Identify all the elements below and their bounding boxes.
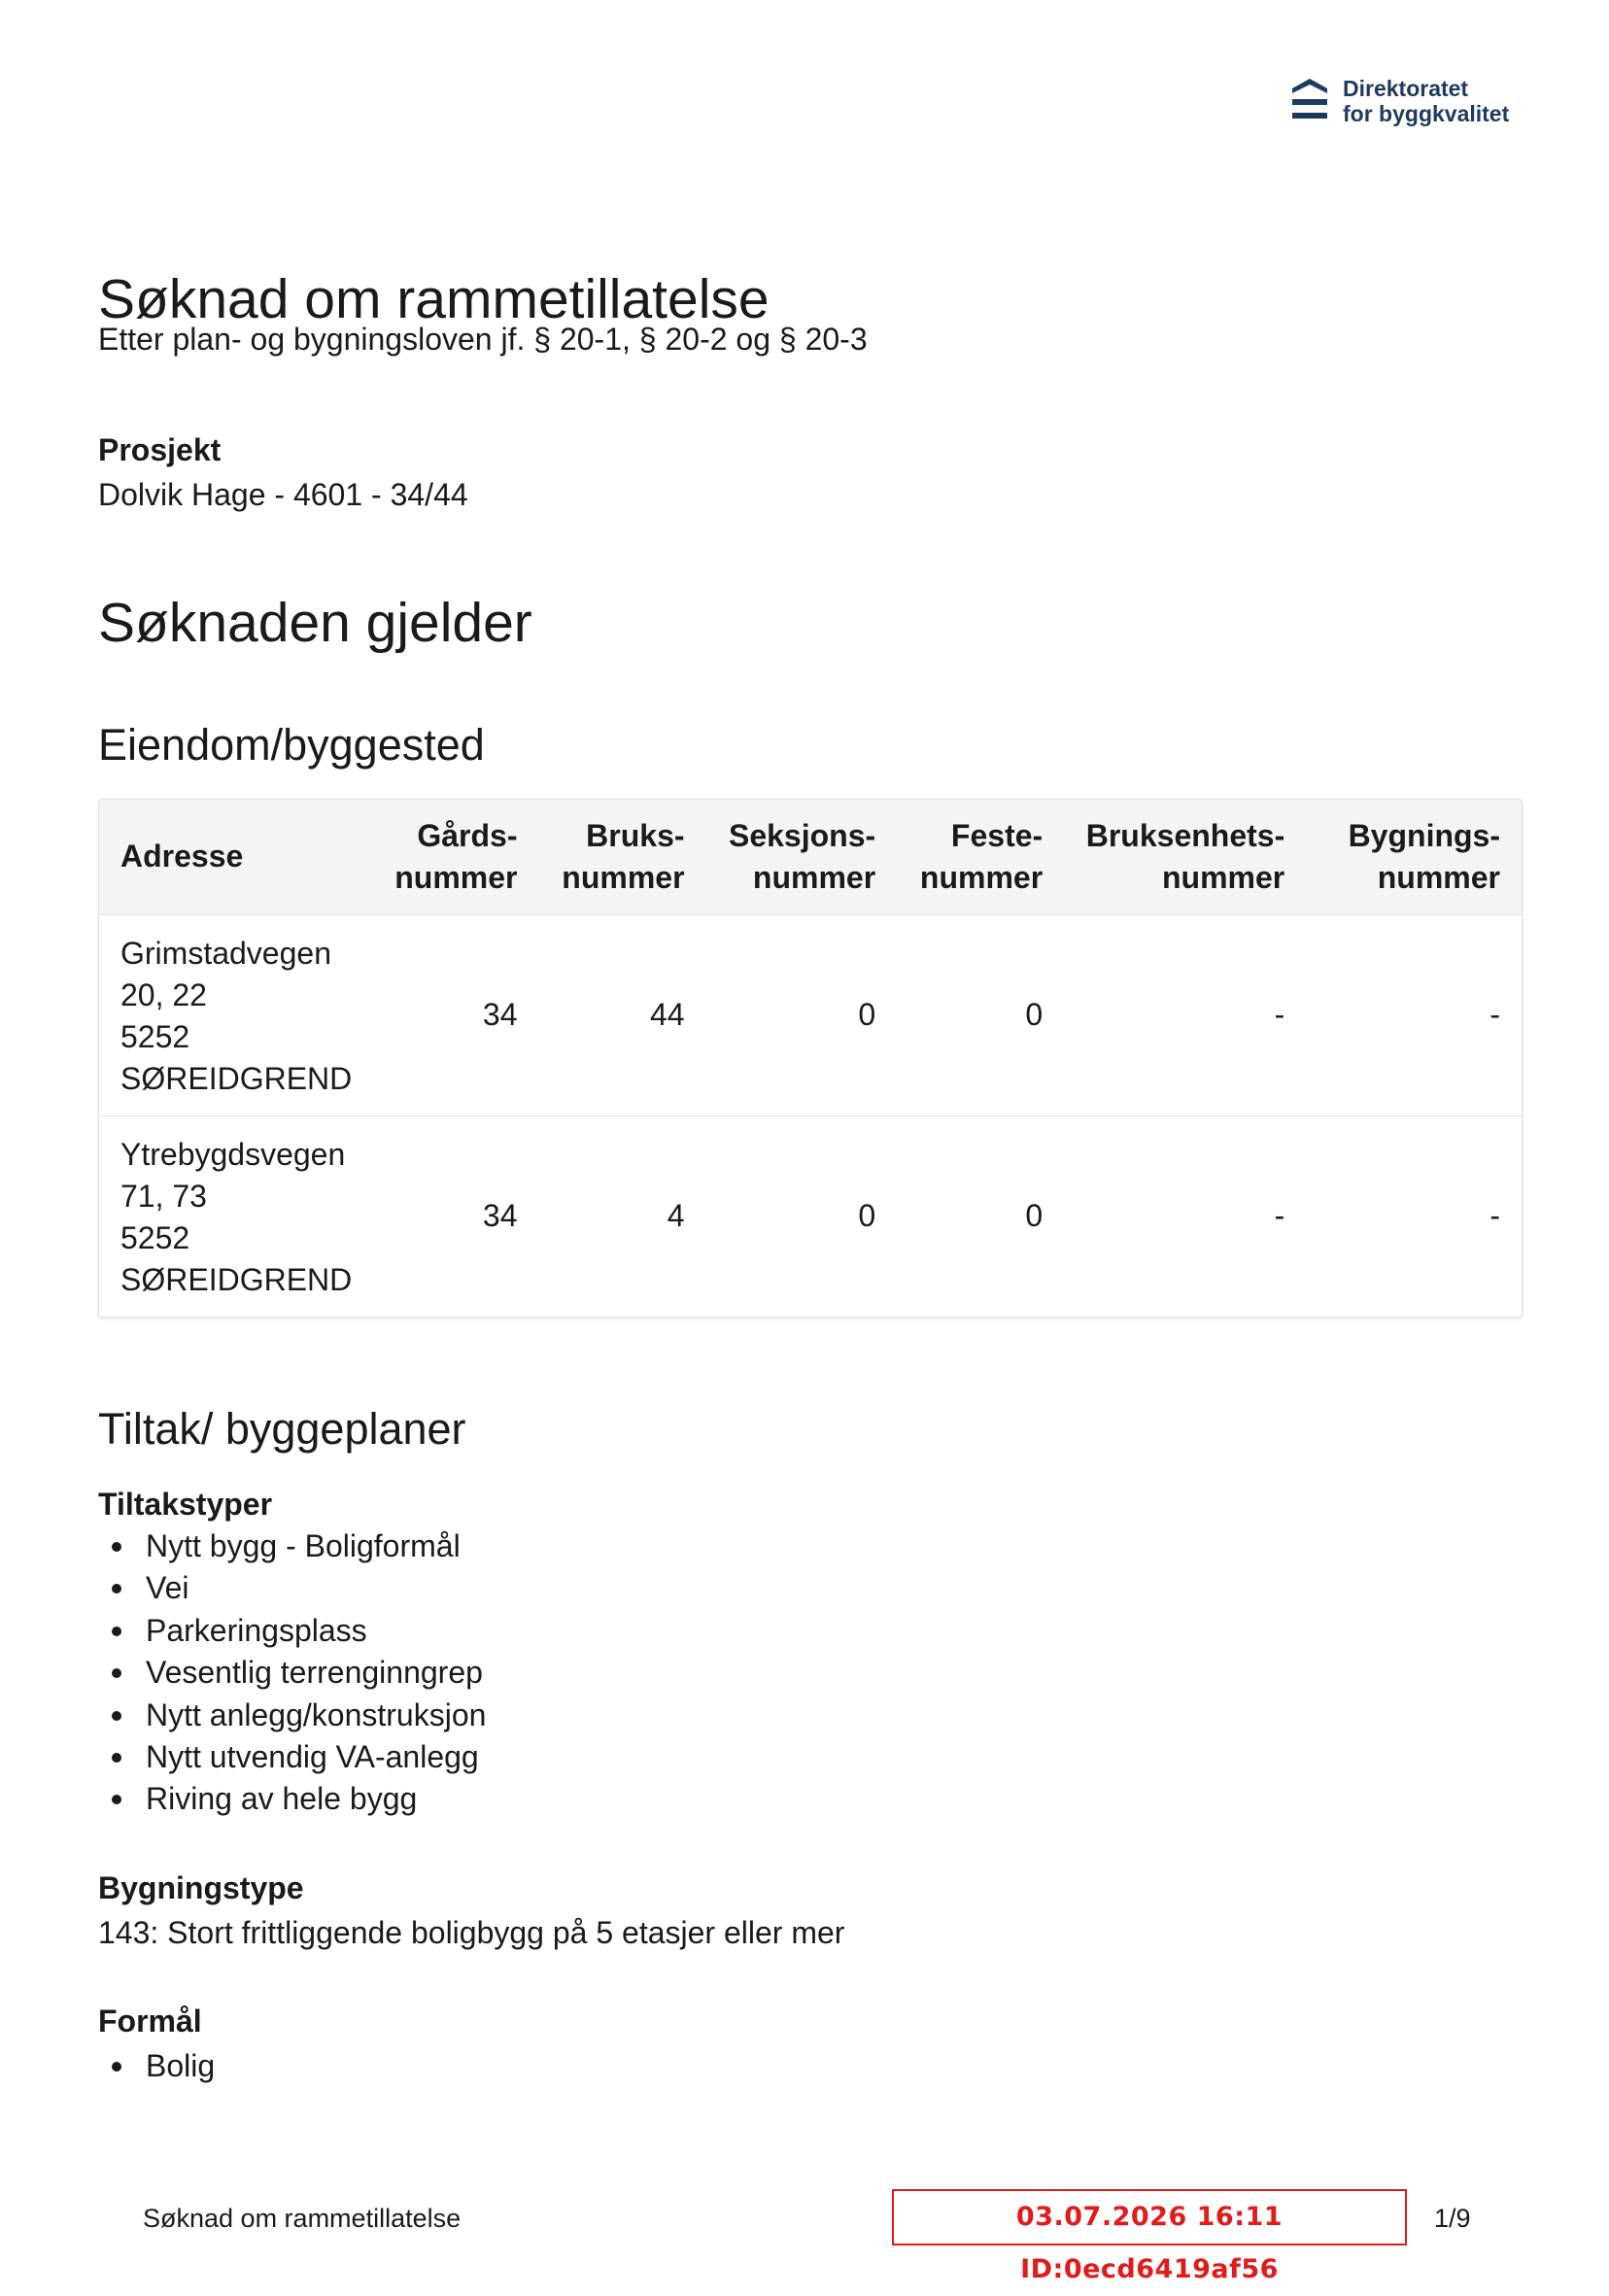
logo-line-2: for byggkvalitet <box>1343 101 1510 126</box>
formal-label: Formål <box>98 2004 202 2039</box>
table-row <box>99 914 1522 1115</box>
bygningstype-label: Bygningstype <box>98 1870 304 1905</box>
formal-list <box>98 2045 215 2087</box>
column-header-bruksnummer: Bruks- nummer <box>562 817 685 895</box>
footer-document-title: Søknad om rammetillatelse <box>143 2204 462 2233</box>
cell-bruksnummer: 44 <box>539 914 706 1115</box>
table-header-row <box>99 800 1522 914</box>
page-title: Søknad om rammetillatelse <box>98 268 770 330</box>
list-item: Vei <box>98 1567 486 1609</box>
cell-bygningsnummer: - <box>1306 1115 1522 1317</box>
project-label: Prosjekt <box>98 432 222 467</box>
list-item: Parkeringsplass <box>98 1610 486 1652</box>
table-row <box>99 1115 1522 1317</box>
timestamp-id-stamp: 03.07.2026 16:11 ID:0ecd6419af56 <box>892 2189 1407 2245</box>
cell-bruksenhetsnummer: - <box>1064 914 1306 1115</box>
logo-text <box>1343 76 1509 126</box>
list-item: Nytt anlegg/konstruksjon <box>98 1695 486 1736</box>
cell-address: Grimstadvegen 20, 22 5252 SØREIDGREND <box>99 914 373 1115</box>
cell-address: Ytrebygdsvegen 71, 73 5252 SØREIDGREND <box>99 1115 373 1317</box>
property-table <box>98 799 1523 1318</box>
list-item: Riving av hele bygg <box>98 1778 486 1820</box>
property-heading: Eiendom/byggested <box>98 720 485 770</box>
column-header-festenummer: Feste- nummer <box>919 817 1044 895</box>
page-subtitle: Etter plan- og bygningsloven jf. § 20-1, § 20-2 og § 20-3 <box>98 322 868 357</box>
list-item: Nytt utvendig VA-anlegg <box>98 1736 486 1778</box>
bygningstype-value: 143: Stort frittliggende boligbygg på 5 etasjer eller mer <box>98 1915 845 1950</box>
list-item: Bolig <box>98 2045 215 2087</box>
column-header-gardsnummer: Gårds- nummer <box>394 817 518 895</box>
page-number: 1/9 <box>1434 2204 1471 2233</box>
project-value: Dolvik Hage - 4601 - 34/44 <box>98 477 468 512</box>
cell-bruksenhetsnummer: - <box>1064 1115 1306 1317</box>
brand-logo <box>1290 76 1509 126</box>
column-header-adresse: Adresse <box>120 839 244 874</box>
tiltak-heading: Tiltak/ byggeplaner <box>98 1404 466 1454</box>
cell-bygningsnummer: - <box>1306 914 1522 1115</box>
logo-chevron-icon <box>1290 76 1329 122</box>
cell-bruksnummer: 4 <box>539 1115 706 1317</box>
column-header-bruksenhetsnummer: Bruksenhets- nummer <box>1085 817 1285 895</box>
tiltakstyper-list <box>98 1525 486 1821</box>
cell-seksjonsnummer: 0 <box>706 914 898 1115</box>
column-header-seksjonsnummer: Seksjons- nummer <box>728 817 876 895</box>
cell-gardsnummer: 34 <box>373 1115 538 1317</box>
cell-seksjonsnummer: 0 <box>706 1115 898 1317</box>
column-header-bygningsnummer: Bygnings- nummer <box>1348 817 1500 895</box>
cell-festenummer: 0 <box>897 1115 1064 1317</box>
list-item: Nytt bygg - Boligformål <box>98 1525 486 1567</box>
list-item: Vesentlig terrenginngrep <box>98 1652 486 1694</box>
logo-line-1: Direktoratet <box>1343 76 1469 101</box>
cell-festenummer: 0 <box>897 914 1064 1115</box>
tiltakstyper-label: Tiltakstyper <box>98 1487 273 1522</box>
cell-gardsnummer: 34 <box>373 914 538 1115</box>
section-heading: Søknaden gjelder <box>98 592 532 654</box>
